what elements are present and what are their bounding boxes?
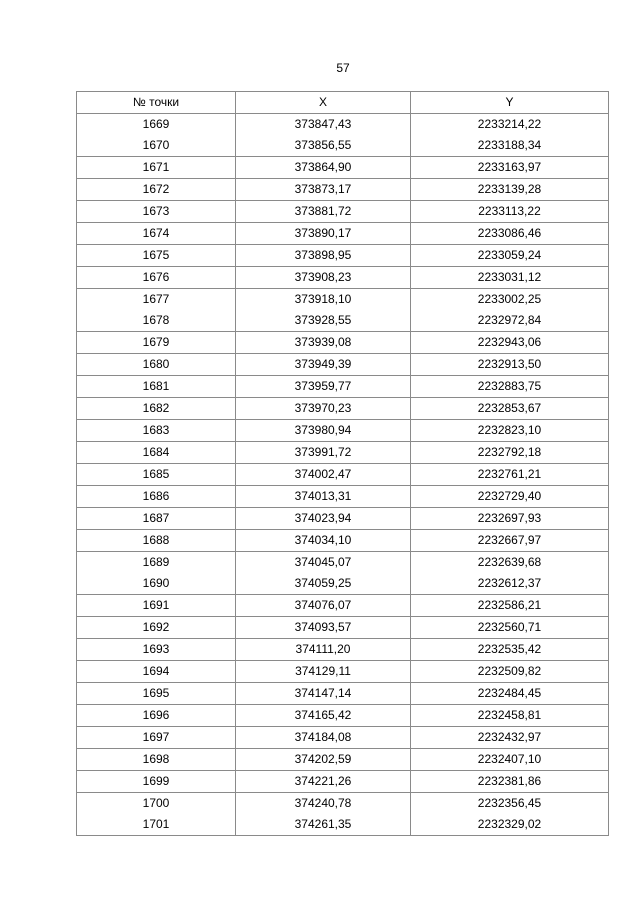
cell-point-number: 1676 [77, 267, 236, 289]
table-row [77, 793, 609, 815]
cell-x: 374221,26 [236, 771, 411, 793]
cell-x: 373980,94 [236, 420, 411, 442]
table-row [77, 727, 609, 749]
table-row [77, 376, 609, 398]
cell-point-number: 1684 [77, 442, 236, 464]
table-row [77, 749, 609, 771]
cell-x: 374002,47 [236, 464, 411, 486]
cell-y: 2233214,22 [411, 114, 609, 136]
cell-y: 2232667,97 [411, 530, 609, 552]
cell-y: 2232432,97 [411, 727, 609, 749]
cell-y: 2232458,81 [411, 705, 609, 727]
page-number: 57 [336, 61, 350, 75]
coordinates-table [76, 91, 609, 836]
cell-point-number: 1673 [77, 201, 236, 223]
cell-point-number: 1689 [77, 552, 236, 574]
cell-x: 373928,55 [236, 310, 411, 332]
cell-point-number: 1690 [77, 573, 236, 595]
column-header-point-number: № точки [77, 92, 236, 114]
cell-x: 374111,20 [236, 639, 411, 661]
table-row [77, 661, 609, 683]
table-row [77, 814, 609, 836]
cell-y: 2232823,10 [411, 420, 609, 442]
table-row [77, 683, 609, 705]
cell-point-number: 1699 [77, 771, 236, 793]
table-row [77, 530, 609, 552]
table-row [77, 442, 609, 464]
cell-x: 373991,72 [236, 442, 411, 464]
table-row [77, 201, 609, 223]
table-row [77, 310, 609, 332]
cell-point-number: 1686 [77, 486, 236, 508]
cell-y: 2232329,02 [411, 814, 609, 836]
cell-y: 2232792,18 [411, 442, 609, 464]
cell-x: 374147,14 [236, 683, 411, 705]
cell-x: 374093,57 [236, 617, 411, 639]
cell-y: 2232761,21 [411, 464, 609, 486]
cell-x: 373898,95 [236, 245, 411, 267]
cell-x: 373847,43 [236, 114, 411, 136]
cell-y: 2233059,24 [411, 245, 609, 267]
table-row [77, 595, 609, 617]
table-row [77, 464, 609, 486]
cell-x: 374261,35 [236, 814, 411, 836]
cell-y: 2232535,42 [411, 639, 609, 661]
cell-x: 374045,07 [236, 552, 411, 574]
cell-x: 373949,39 [236, 354, 411, 376]
cell-x: 374059,25 [236, 573, 411, 595]
cell-point-number: 1681 [77, 376, 236, 398]
cell-x: 374129,11 [236, 661, 411, 683]
cell-point-number: 1669 [77, 114, 236, 136]
cell-y: 2232407,10 [411, 749, 609, 771]
cell-point-number: 1679 [77, 332, 236, 354]
cell-point-number: 1680 [77, 354, 236, 376]
cell-x: 374034,10 [236, 530, 411, 552]
cell-x: 373864,90 [236, 157, 411, 179]
table-row [77, 771, 609, 793]
cell-x: 373873,17 [236, 179, 411, 201]
cell-y: 2232509,82 [411, 661, 609, 683]
table-row [77, 705, 609, 727]
table-row [77, 398, 609, 420]
cell-y: 2233086,46 [411, 223, 609, 245]
table-row [77, 157, 609, 179]
cell-y: 2232356,45 [411, 793, 609, 815]
cell-point-number: 1683 [77, 420, 236, 442]
cell-point-number: 1696 [77, 705, 236, 727]
table-row [77, 245, 609, 267]
table-row [77, 354, 609, 376]
column-header-x: X [236, 92, 411, 114]
cell-point-number: 1685 [77, 464, 236, 486]
cell-y: 2233113,22 [411, 201, 609, 223]
cell-x: 374202,59 [236, 749, 411, 771]
table-row [77, 573, 609, 595]
table-row [77, 267, 609, 289]
table-row [77, 420, 609, 442]
cell-point-number: 1678 [77, 310, 236, 332]
cell-x: 373856,55 [236, 135, 411, 157]
cell-x: 373959,77 [236, 376, 411, 398]
cell-y: 2232697,93 [411, 508, 609, 530]
table-row [77, 617, 609, 639]
cell-point-number: 1694 [77, 661, 236, 683]
cell-point-number: 1675 [77, 245, 236, 267]
cell-point-number: 1672 [77, 179, 236, 201]
cell-y: 2232612,37 [411, 573, 609, 595]
cell-point-number: 1677 [77, 289, 236, 311]
cell-y: 2232560,71 [411, 617, 609, 639]
table-row [77, 289, 609, 311]
table-body [77, 114, 609, 836]
cell-x: 373881,72 [236, 201, 411, 223]
cell-y: 2232883,75 [411, 376, 609, 398]
cell-y: 2232586,21 [411, 595, 609, 617]
table-row [77, 114, 609, 136]
cell-point-number: 1698 [77, 749, 236, 771]
cell-y: 2232729,40 [411, 486, 609, 508]
cell-x: 373890,17 [236, 223, 411, 245]
table-row [77, 332, 609, 354]
cell-x: 373908,23 [236, 267, 411, 289]
cell-y: 2233002,25 [411, 289, 609, 311]
cell-point-number: 1695 [77, 683, 236, 705]
table-row [77, 552, 609, 574]
cell-y: 2233163,97 [411, 157, 609, 179]
cell-y: 2232913,50 [411, 354, 609, 376]
cell-point-number: 1687 [77, 508, 236, 530]
table-row [77, 179, 609, 201]
cell-point-number: 1671 [77, 157, 236, 179]
cell-x: 373939,08 [236, 332, 411, 354]
table-row [77, 223, 609, 245]
cell-point-number: 1693 [77, 639, 236, 661]
cell-x: 374023,94 [236, 508, 411, 530]
table-row [77, 486, 609, 508]
cell-y: 2233139,28 [411, 179, 609, 201]
cell-y: 2232484,45 [411, 683, 609, 705]
cell-y: 2233188,34 [411, 135, 609, 157]
cell-y: 2232639,68 [411, 552, 609, 574]
cell-point-number: 1692 [77, 617, 236, 639]
table-row [77, 508, 609, 530]
cell-x: 374240,78 [236, 793, 411, 815]
cell-point-number: 1697 [77, 727, 236, 749]
table-row [77, 639, 609, 661]
cell-point-number: 1674 [77, 223, 236, 245]
cell-point-number: 1670 [77, 135, 236, 157]
cell-y: 2232972,84 [411, 310, 609, 332]
cell-x: 374184,08 [236, 727, 411, 749]
cell-y: 2232943,06 [411, 332, 609, 354]
cell-x: 373970,23 [236, 398, 411, 420]
cell-point-number: 1682 [77, 398, 236, 420]
table-header-row [77, 92, 609, 114]
cell-x: 374076,07 [236, 595, 411, 617]
cell-point-number: 1691 [77, 595, 236, 617]
cell-x: 374013,31 [236, 486, 411, 508]
cell-y: 2233031,12 [411, 267, 609, 289]
cell-x: 374165,42 [236, 705, 411, 727]
cell-point-number: 1701 [77, 814, 236, 836]
cell-y: 2232853,67 [411, 398, 609, 420]
table-row [77, 135, 609, 157]
cell-x: 373918,10 [236, 289, 411, 311]
cell-y: 2232381,86 [411, 771, 609, 793]
cell-point-number: 1688 [77, 530, 236, 552]
cell-point-number: 1700 [77, 793, 236, 815]
column-header-y: Y [411, 92, 609, 114]
